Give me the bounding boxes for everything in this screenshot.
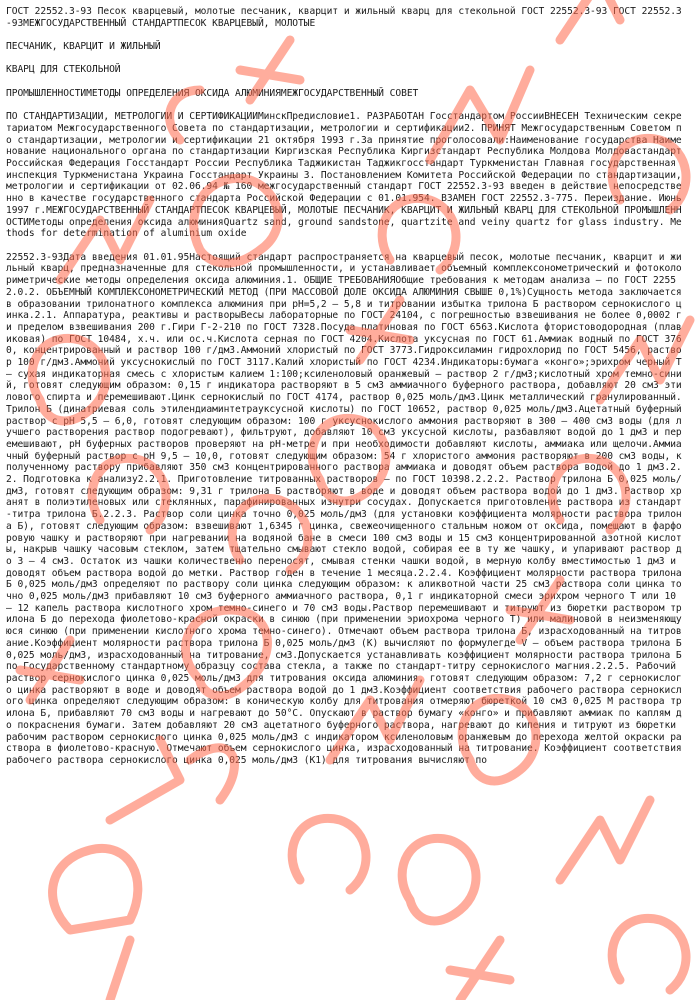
document-title-line-1: ПЕСЧАНИК, КВАРЦИТ И ЖИЛЬНЫЙ bbox=[6, 41, 161, 53]
spacer bbox=[6, 29, 686, 41]
spacer bbox=[6, 100, 686, 112]
document-page bbox=[6, 6, 686, 767]
document-title-line-2: КВАРЦ ДЛЯ СТЕКОЛЬНОЙ bbox=[6, 64, 121, 76]
spacer bbox=[6, 76, 686, 88]
document-body: 22552.3-93Дата введения 01.01.95Настоящий стандарт распространяется на кварцевый песок, молотые песчаник, кварцит и жильный кварц, предназначенные для стекольной промышленности, и устанавливает объемный комплексонометрический и фотоколориметрические методы определения оксида алюминия.1. ОБЩИЕ ТРЕБОВАНИЯОбщие требования к методам анализа — по ГОСТ 22552.0.2. ОБЪЕМНЫЙ КОМПЛЕКСОНОМЕТРИЧЕСКИЙ МЕТОД (ПРИ МАССОВОЙ ДОЛЕ ОКСИДА АЛЮМИНИЯ СВЫШЕ 0,1%)Сущность метода заключается в образовании трилонатного комплекса алюминия при рН=5,2 — 5,8 и титровании избытка трилона Б раствором сернокислого цинка.2.1. Аппаратура, реактивы и растворыВесы лабораторные по ГОСТ 24104, с погрешностью взвешивания не более 0,0002 г и пределом взвешивания 200 г.Гири Г-2-210 по ГОСТ 7328.Посуда платиновая по ГОСТ 6563.Кислота фтористоводородная (плавиковая) по ГОСТ 10484, х.ч. или ос.ч.Кислота серная по ГОСТ 4204.Кислота уксусная по ГОСТ 61.Аммиак водный по ГОСТ 3760, концентрированный и раствор 100 г/дм3.Аммоний хлористый по ГОСТ 3773.Гидроксиламин гидрохлорид по ГОСТ 5456, раствор 100 г/дм3.Аммоний уксуснокислый по ГОСТ 3117.Калий хлористый по ГОСТ 4234.Индикаторы:бумага «конго»;эрихром черный Т — сухая индикаторная смесь с хлористым калием 1:100;ксиленоловый оранжевый — раствор 2 г/дм3;кислотный хром темно-синий, готовят следующим образом: 0,15 г индикатора растворяют в 5 см3 аммиачного буферного раствора, добавляют 20 см3 этилового спирта и перемешивают.Цинк сернокислый по ГОСТ 4174, раствор 0,025 моль/дм3.Цинк металлический гранулированный.Трилон Б (динатриевая соль этилендиаминтетрауксусной кислоты) по ГОСТ 10652, раствор 0,025 моль/дм3.Ацетатный буферный раствор с рН 5,5 — 6,0, готовят следующим образом: 100 г уксуснокислого аммония растворяют в 300 — 400 см3 воды (для лучшего растворения раствор подогревают), фильтруют, добавляют 10 см3 уксусной кислоты, разбавляют водой до 1 дм3 и перемешивают, рН буферных растворов проверяют на рН-метре и при необходимости добавляют кислоты, аммиака или щелочи.Аммиачный буферный раствор с рН 9,5 — 10,0, готовят следующим образом: 54 г хлористого аммония растворяют в 200 см3 воды, к полученному раствору прибавляют 350 см3 концентрированного раствора аммиака и доводят объем раствора водой до 1 дм3.2.2. Подготовка к анализу2.2.1. Приготовление титрованных растворов — по ГОСТ 10398.2.2.2. Раствор трилона Б 0,025 моль/дм3, готовят следующим образом: 9,31 г трилона Б растворяют в воде и доводят объем раствора водой до 1 дм3. Раствор хранят в полиэтиленовых или стеклянных, парафинированных изнутри сосудах. Допускается приготовление раствора из стандарт-титра трилона Б.2.2.3. Раствор соли цинка точно 0,025 моль/дм3 (для установки коэффициента молярности раствора трилона Б), готовят следующим образом: взвешивают 1,6345 г цинка, свежеочищенного стальным ножом от оксида, помещают в фарфоровую чашку и растворяют при нагревании на водяной бане в смеси 100 см3 воды и 15 см3 концентрированной азотной кислоты, накрыв чашку часовым стеклом, затем тщательно смывают стекло водой, собирая ее в ту же чашку, и упаривают раствор до 3 — 4 см3. Остаток из чашки количественно переносят, смывая стенки чашки водой, в мерную колбу вместимостью 1 дм3 и доводят объем раствора водой до метки. Раствор годен в течение 1 месяца.2.2.4. Коэффициент молярности раствора трилона Б 0,025 моль/дм3 определяют по раствору соли цинка следующим образом: к аликвотной части 25 см3 раствора соли цинка точно 0,025 моль/дм3 прибавляют 10 см3 буферного аммиачного раствора, 0,1 г индикаторной смеси эрихром черного Т или 10 — 12 капель раствора кислотного хром темно-синего и 70 см3 воды.Раствор перемешивают и титруют из бюретки раствором трилона Б до перехода фиолетово-красной окраски в синюю (при применении эриохрома черного Т) или малиновой в неизменяющуюся синюю (при применении кислотного хрома темно-синего). Отмечают объем раствора трилона Б, израсходованный на титрование.Коэффициент молярности раствора трилона Б 0,025 моль/дм3 (K) вычисляют по формулегде V — объем раствора трилона Б 0,025 моль/дм3, израсходованный на титрование, см3.Допускается устанавливать коэффициент молярности раствора трилона Б по Государственному стандартному образцу состава стекла, а также по стандарт-титру сернокислого магния.2.2.5. Рабочий раствор сернокислого цинка 0,025 моль/дм3 для титрования оксида алюминия, готовят следующим образом: 7,2 г сернокислого цинка растворяют в воде и доводят объем раствора водой до 1 дм3.Коэффициент соответствия рабочего раствора сернокислого цинка определяют следующим образом: в коническую колбу для титрования отмеряют бюреткой 10 см3 0,025 М раствора трилона Б, прибавляют 70 см3 воды и нагревают до 50°C. Опускают в раствор бумагу «конго» и прибавляют аммиак по каплям до покраснения бумаги. Затем добавляют 20 см3 ацетатного буферного раствора, нагревают до кипения и титруют из бюретки рабочим раствором сернокислого цинка 0,025 моль/дм3 с индикатором ксиленоловым оранжевым до перехода желтой окраски раствора в фиолетово-красную. Отмечают объем сернокислого цинка, израсходованный на титрование. Коэффициент соответствия рабочего раствора сернокислого цинка 0,025 моль/дм3 (K1) для титрования вычисляют по bbox=[6, 251, 688, 766]
document-header-line: ГОСТ 22552.3-93 Песок кварцевый, молотые песчаник, кварцит и жильный кварц для стекольной ГОСТ 22552.3-93 ГОСТ 22552.3-93МЕЖГОСУДАРСТВЕННЫЙ СТАНДАРТПЕСОК КВАРЦЕВЫЙ, МОЛОТЫЕ bbox=[6, 6, 682, 29]
spacer bbox=[6, 240, 686, 252]
document-preface: ПО СТАНДАРТИЗАЦИИ, МЕТРОЛОГИИ И СЕРТИФИКАЦИИМинскПредисловие1. РАЗРАБОТАН Госстандартом РоссииВНЕСЕН Техническим секретариатом Межгосударственного Совета по стандартизации, метрологии и сертификации2. ПРИНЯТ Межгосударственным Советом по стандартизации, метрологии и сертификации 21 октября 1993 г.За принятие проголосовали:Наименование государства Наименование национального органа по стандартизации Киргизская Республика Киргизстандарт Республика Молдова Молдовастандарт Российская Федерация Госстандарт России Республика Таджикистан Таджикгосстандарт Туркменистан Главная государственная инспекция Туркменистана Украина Госстандарт Украины 3. Постановлением Комитета Российской Федерации по стандартизации, метрологии и сертификации от 02.06.94 № 160 межгосударственный стандарт ГОСТ 22552.3-93 введен в действие непосредственно в качестве государственного стандарта Российской Федерации с 01.01.954. ВЗАМЕН ГОСТ 22552.3-775. Переиздание. Июнь 1997 г.МЕЖГОСУДАРСТВЕННЫЙ СТАНДАРТПЕСОК КВАРЦЕВЫЙ, МОЛОТЫЕ ПЕСЧАНИК, КВАРЦИТ И ЖИЛЬНЫЙ КВАРЦ ДЛЯ СТЕКОЛЬНОЙ ПРОМЫШЛЕННОСТИМетоды определения оксида алюминияQuartz sand, ground sandstone, quartzite and veiny quartz for glass industry. Methods for determination of aluminium oxide bbox=[6, 111, 688, 240]
spacer bbox=[6, 53, 686, 65]
document-title-line-3: ПРОМЫШЛЕННОСТИМЕТОДЫ ОПРЕДЕЛЕНИЯ ОКСИДА АЛЮМИНИЯМЕЖГОСУДАРСТВЕННЫЙ СОВЕТ bbox=[6, 87, 419, 99]
